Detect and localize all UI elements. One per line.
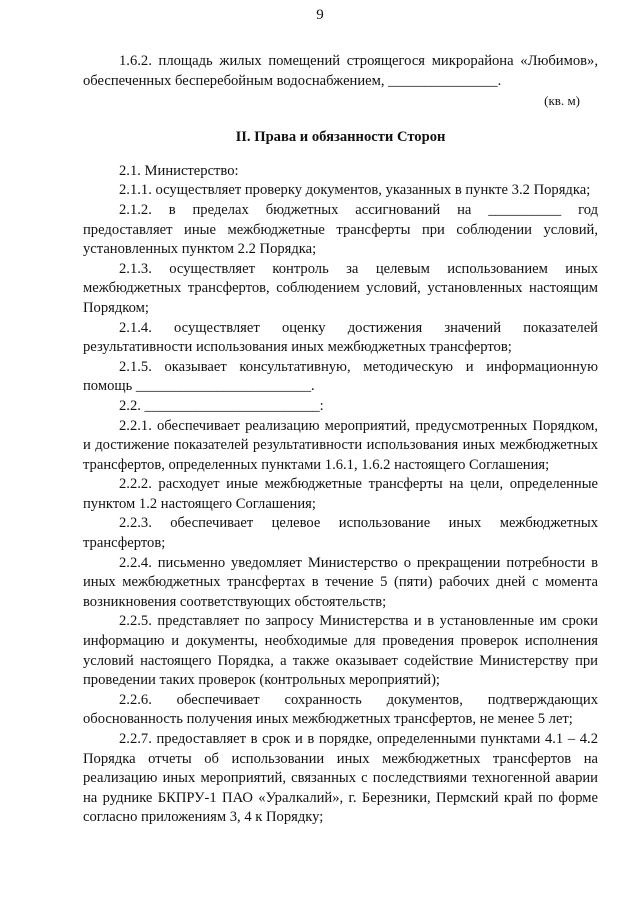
paragraph-2-1-4: 2.1.4. осуществляет оценку достижения значений показателей результативности использования иных межбюджетных трансфертов;: [83, 319, 598, 356]
paragraph-2-1-2: 2.1.2. в пределах бюджетных ассигнований на __________ год предоставляет иные межбюджетные трансферты при соблюдении условий, установленных пунктом 2.2 Порядка;: [83, 201, 598, 258]
paragraph-2-2-1: 2.2.1. обеспечивает реализацию мероприятий, предусмотренных Порядком, и достижение показателей результативности использования иных межбюджетных трансфертов, определенных пунктами 1.6.1, 1.6.2 настоящего Соглашения;: [83, 417, 598, 473]
paragraph-2-1: 2.1. Министерство:: [119, 162, 239, 179]
paragraph-2-2-5: 2.2.5. представляет по запросу Министерства и в установленные им сроки информацию и документы, необходимые для проведения проверок исполнения условий настоящего Порядка, а также оказывает содействие Министерству при проведении таких проверок (контрольных мероприятий);: [83, 613, 598, 689]
unit-label: (кв. м): [544, 93, 580, 109]
page-number: 9: [316, 7, 324, 23]
document-body: [83, 52, 598, 828]
paragraph-2-2-6: 2.2.6. обеспечивает сохранность документов, подтверждающих обоснованность получения иных межбюджетных трансфертов, не менее 5 лет;: [83, 691, 598, 728]
paragraph-2-1-3: 2.1.3. осуществляет контроль за целевым использованием иных межбюджетных трансфертов, соблюдением условий, установленных настоящим Порядком;: [83, 260, 598, 316]
paragraph-2-1-5: 2.1.5. оказывает консультативную, методическую и информационную помощь ________________________.: [83, 358, 598, 395]
paragraph-2-2-2: 2.2.2. расходует иные межбюджетные трансферты на цели, определенные пунктом 1.2 настоящего Соглашения;: [83, 476, 598, 512]
paragraph-2-2: 2.2. ________________________:: [119, 397, 324, 414]
paragraph-2-1-1: 2.1.1. осуществляет проверку документов, указанных в пункте 3.2 Порядка;: [119, 182, 591, 199]
paragraph-2-2-7: 2.2.7. предоставляет в срок и в порядке, определенными пунктами 4.1 – 4.2 Порядка отчеты об использовании иных межбюджетных трансфертов на реализацию иных мероприятий, связанных с последствиями техногенной аварии на руднике БКПРУ-1 ПАО «Уралкалий», г. Березники, Пермский край по форме согласно приложениям 3, 4 к Порядку;: [83, 731, 598, 826]
section-title: II. Права и обязанности Сторон: [235, 129, 446, 146]
paragraph-1-6-2: 1.6.2. площадь жилых помещений строящегося микрорайона «Любимов», обеспеченных бесперебойным водоснабжением, _______________.: [83, 53, 598, 89]
paragraph-2-2-4: 2.2.4. письменно уведомляет Министерство о прекращении потребности в иных межбюджетных трансфертах в течение 5 (пяти) рабочих дней с момента возникновения соответствующих обстоятельств;: [83, 554, 598, 610]
paragraph-2-2-3: 2.2.3. обеспечивает целевое использование иных межбюджетных трансфертов;: [83, 515, 598, 552]
